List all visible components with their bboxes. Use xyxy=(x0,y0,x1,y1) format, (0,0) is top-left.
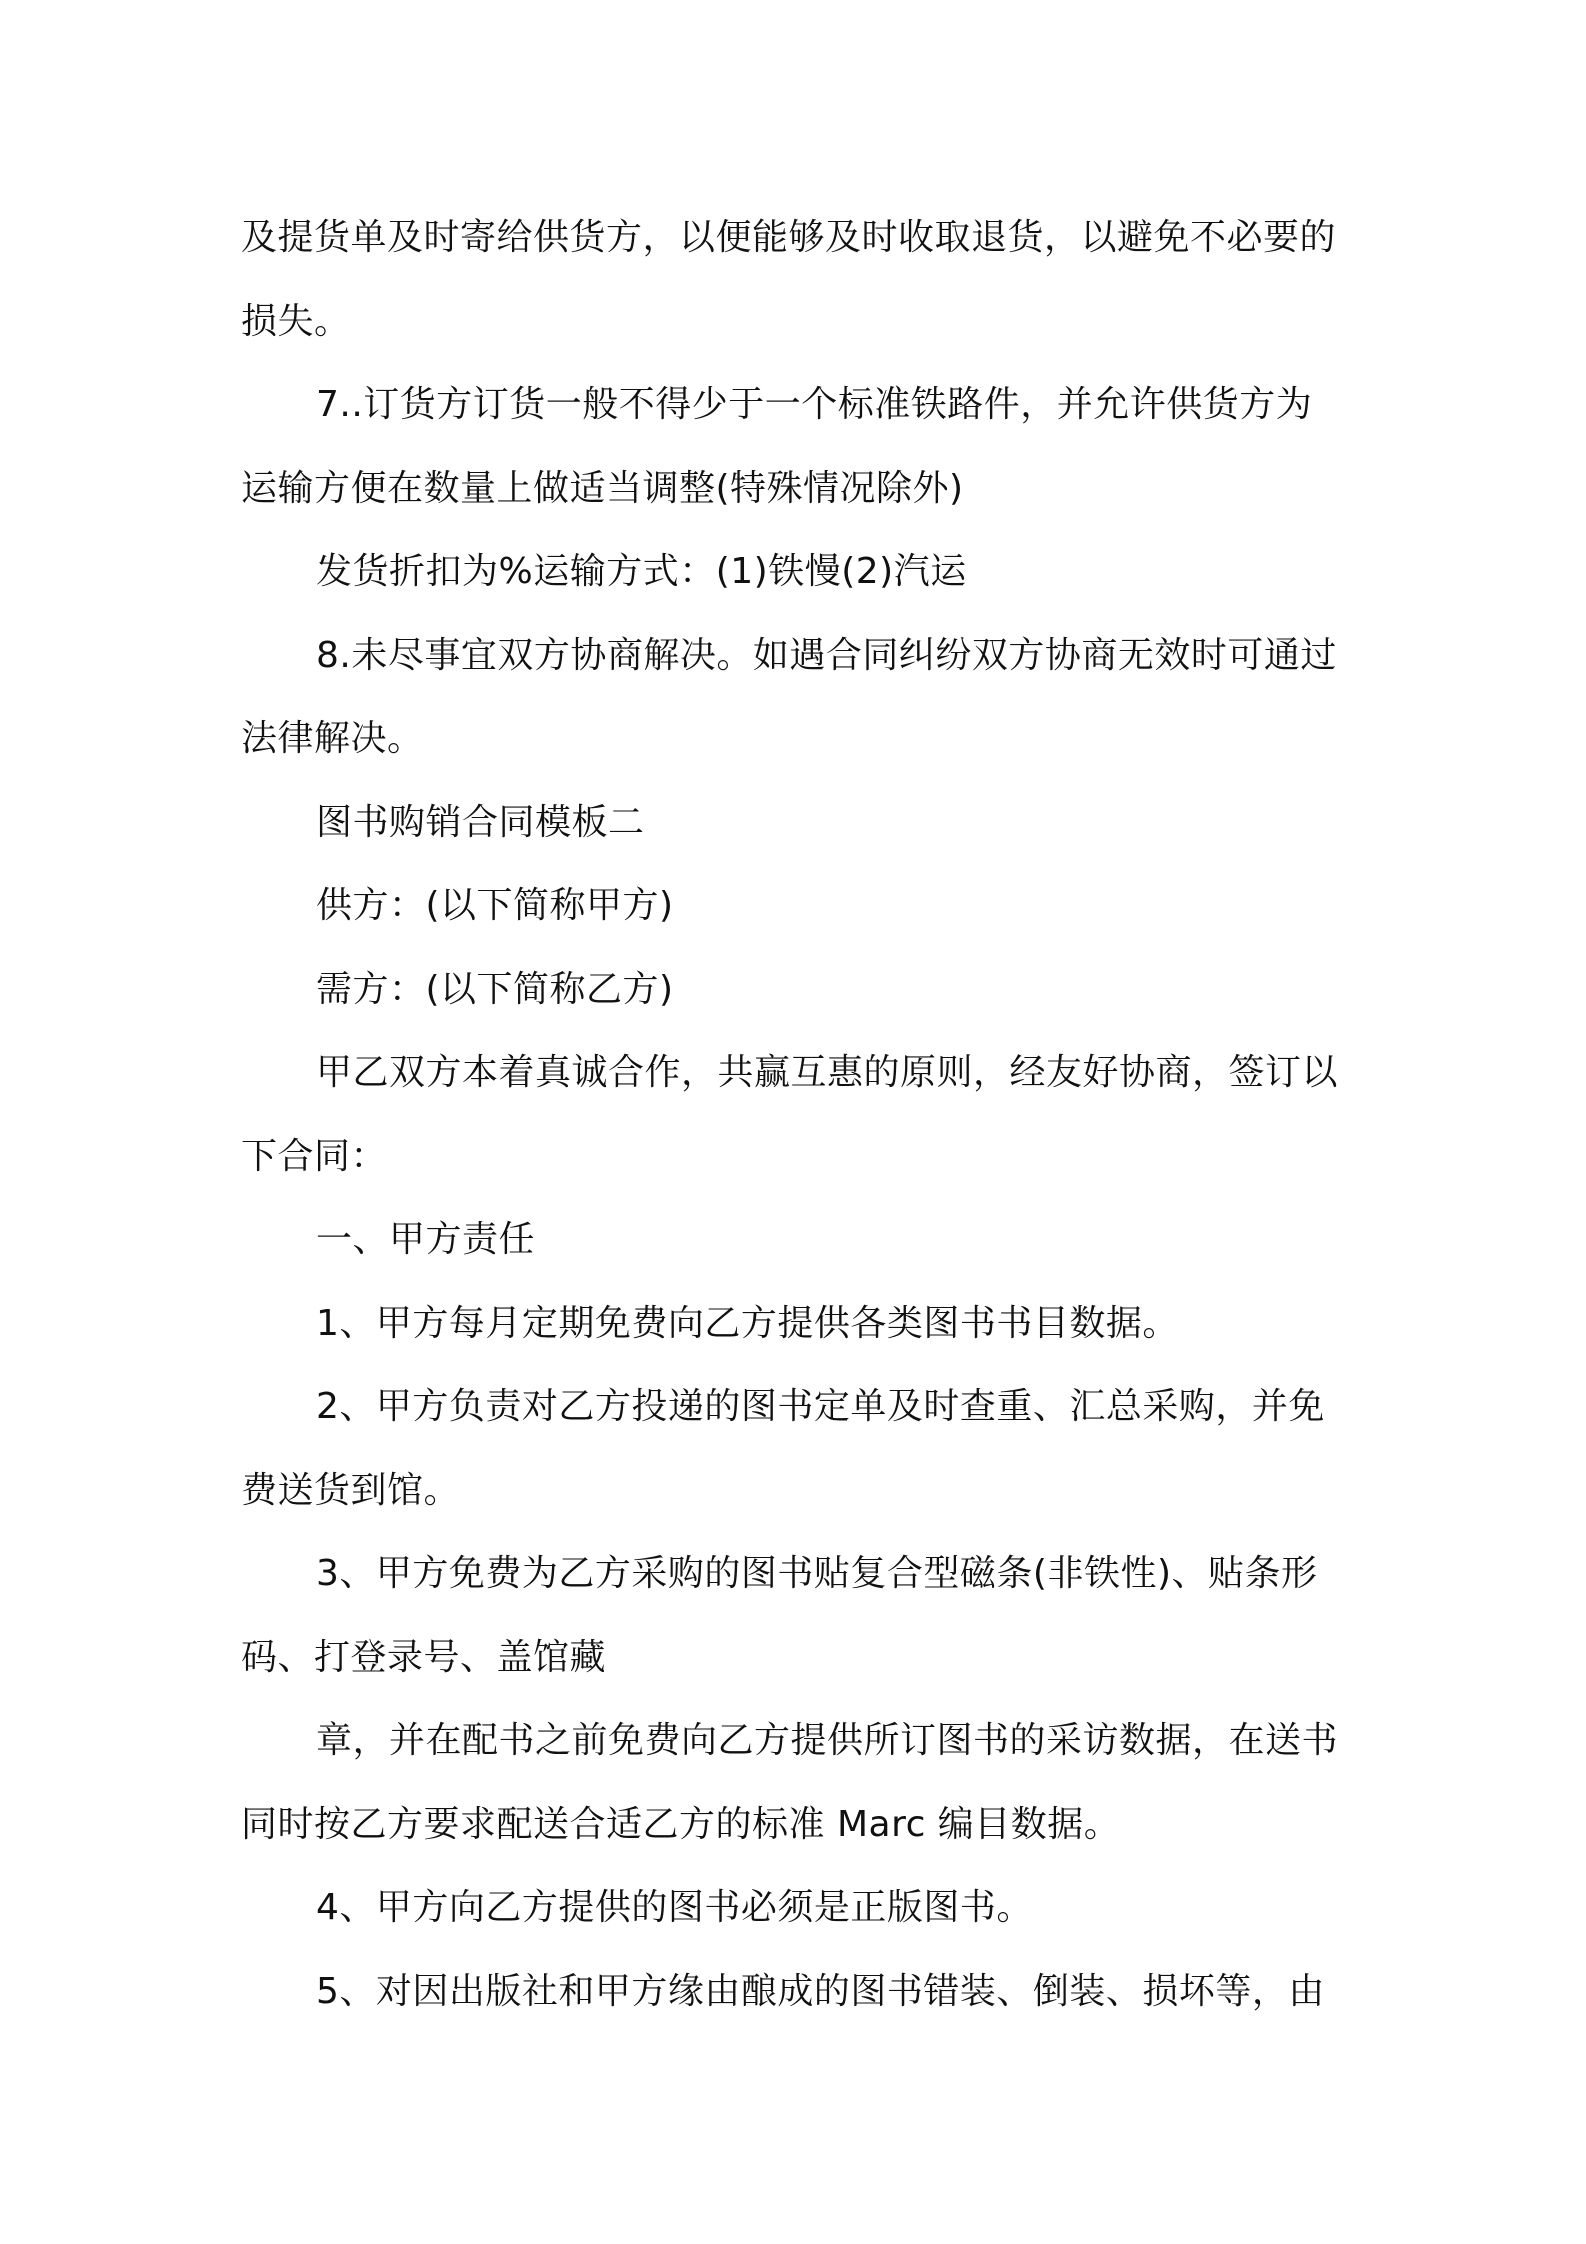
paragraph-line: 7..订货方订货一般不得少于一个标准铁路件，并允许供货方为 xyxy=(316,384,1313,425)
text-line: 运输方便在数量上做适当调整(特殊情况除外) xyxy=(241,467,964,509)
text-line: 同时按乙方要求配送合适乙方的标准 Marc 编目数据。 xyxy=(241,1803,1121,1845)
clause-item: 1、甲方每月定期免费向乙方提供各类图书书目数据。 xyxy=(316,1302,1179,1344)
text-line: 下合同： xyxy=(241,1135,388,1177)
buyer-line: 需方：(以下简称乙方) xyxy=(316,968,674,1010)
text-line: 及提货单及时寄给供货方，以便能够及时收取退货，以避免不必要的 xyxy=(241,217,1337,258)
clause-item: 4、甲方向乙方提供的图书必须是正版图书。 xyxy=(316,1887,1033,1928)
clause-heading: 一、甲方责任 xyxy=(316,1219,536,1260)
text-line: 费送货到馆。 xyxy=(241,1469,461,1511)
section-title: 图书购销合同模板二 xyxy=(316,801,645,843)
clause-item: 3、甲方免费为乙方采购的图书贴复合型磁条(非铁性)、贴条形 xyxy=(316,1553,1318,1594)
paragraph-line: 甲乙双方本着真诚合作，共赢互惠的原则，经友好协商，签订以 xyxy=(316,1052,1339,1093)
paragraph-line: 章，并在配书之前免费向乙方提供所订图书的采访数据，在送书 xyxy=(316,1720,1339,1761)
text-line: 法律解决。 xyxy=(241,718,424,759)
text-line: 码、打登录号、盖馆藏 xyxy=(241,1636,607,1678)
text-line: 损失。 xyxy=(241,300,351,342)
paragraph-line: 8.未尽事宜双方协商解决。如遇合同纠纷双方协商无效时可通过 xyxy=(316,634,1337,676)
supplier-line: 供方：(以下简称甲方) xyxy=(316,885,674,926)
clause-item: 5、对因出版社和甲方缘由酿成的图书错装、倒装、损坏等，由 xyxy=(316,1970,1325,2012)
document-body xyxy=(241,196,1351,2033)
paragraph-line: 发货折扣为%运输方式：(1)铁慢(2)汽运 xyxy=(316,551,967,592)
clause-item: 2、甲方负责对乙方投递的图书定单及时查重、汇总采购，并免 xyxy=(316,1386,1325,1427)
